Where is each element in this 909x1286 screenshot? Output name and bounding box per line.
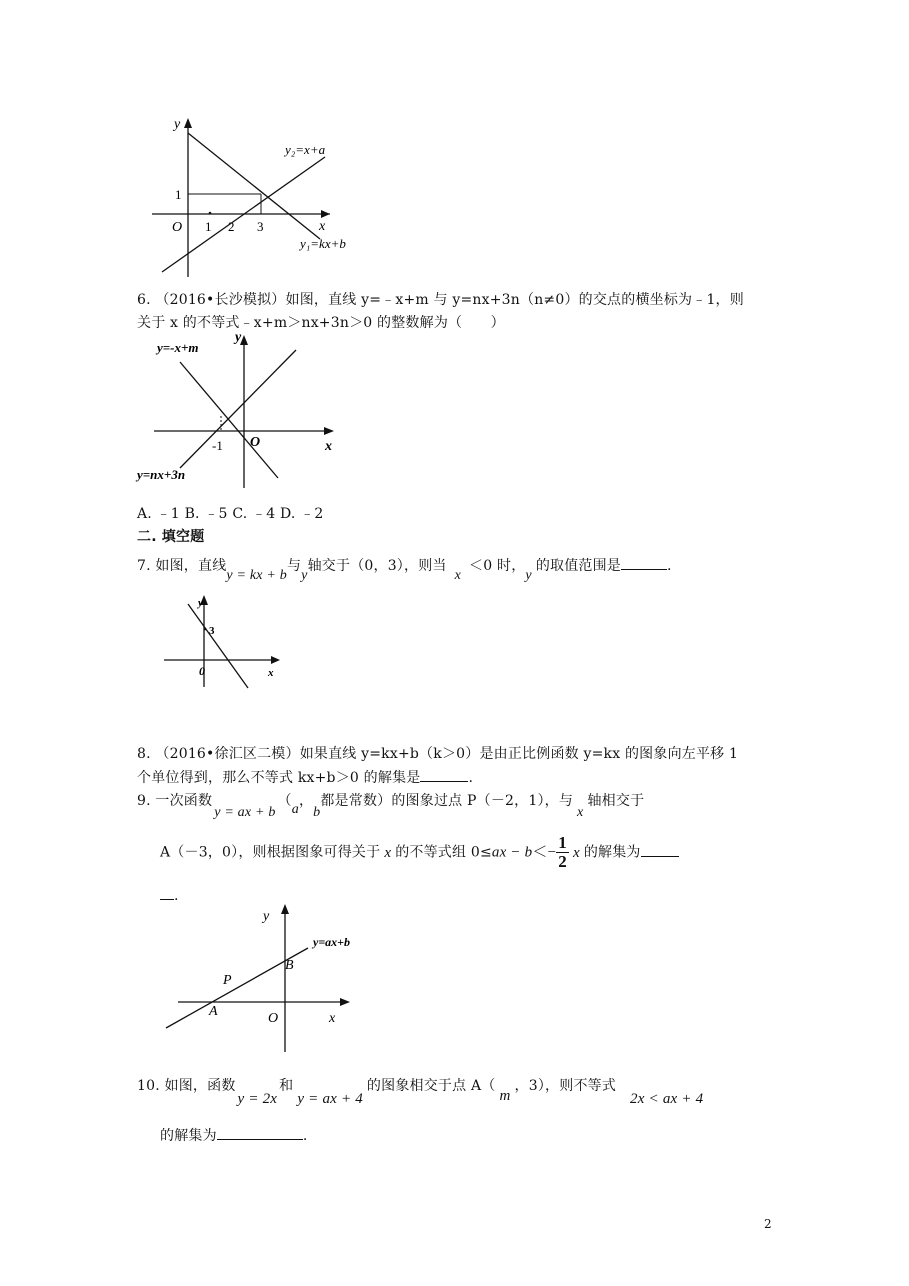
q10-mid: 的图象相交于点 A（ (366, 1078, 496, 1094)
q10-prefix: 10. 如图，函数 (137, 1078, 236, 1094)
y-label: y (263, 909, 270, 924)
q7-line (137, 555, 672, 583)
q7-answer-blank[interactable] (621, 557, 667, 570)
q9-prefix: 9. 一次函数 (137, 793, 213, 809)
q7-x1: x (454, 568, 462, 583)
q7-eq: y = kx + b (226, 568, 287, 583)
q10-and: 和 (279, 1078, 294, 1094)
q6-options: A. ﹣1 B. ﹣5 C. ﹣4 D. ﹣2 (137, 506, 324, 522)
q10-answer-blank[interactable] (217, 1127, 303, 1140)
q9-line2c: 的解集为 (583, 844, 641, 861)
tick-3: 3 (257, 219, 264, 234)
x-label: x (319, 219, 326, 234)
q7-y1: y (301, 568, 308, 583)
q7-prefix: 7. 如图，直线 (137, 558, 227, 574)
q7-suffix: 的取值范围是 (535, 558, 622, 574)
q6-line2: 关于 x 的不等式﹣x+m＞nx+3n＞0 的整数解为（ ） (137, 315, 505, 331)
q9-graph (158, 900, 373, 1058)
origin-label: O (172, 220, 183, 235)
origin-label: 0 (199, 664, 205, 678)
figure-1-graph (150, 112, 350, 282)
line-nx-plus-3n (180, 350, 296, 468)
q8-answer-blank[interactable] (420, 769, 468, 782)
x-label: x (268, 667, 274, 679)
q9-x3: x (572, 844, 580, 861)
q6-line1: 6. （2016•长沙模拟）如图，直线 y=﹣x+m 与 y=nx+3n（n≠0）的交点的横坐标为﹣1，则 (137, 292, 744, 308)
q10-m: m (499, 1088, 511, 1104)
q7-graph (160, 592, 290, 692)
tick-2: 2 (228, 219, 235, 234)
q9-a: a (291, 802, 299, 817)
q9-fraction (556, 834, 569, 871)
q8-line1: 8. （2016•徐汇区二模）如果直线 y=kx+b（k＞0）是由正比例函数 y=kx 的图象向左平移 1 (137, 746, 739, 762)
label-line-b: y=nx+3n (137, 467, 186, 482)
q9-x: x (577, 805, 584, 820)
point-b-label: B (285, 958, 294, 973)
x-label: x (325, 439, 332, 454)
q9-line1 (137, 790, 645, 820)
q10-eq1: y = 2x (237, 1091, 278, 1107)
q10-mid2: ，3），则不等式 (514, 1078, 617, 1094)
q9-end: . (174, 888, 179, 904)
tick-neg1: -1 (212, 438, 223, 453)
line-neg-x-plus-m (180, 362, 278, 478)
q9-lt: ＜− (532, 844, 557, 861)
label-y2: y₂=x+a (285, 142, 326, 157)
q8-line2 (137, 767, 473, 787)
q10-line2 (160, 1125, 307, 1145)
point-p-label: P (223, 973, 232, 988)
point-a-label: A (209, 1004, 218, 1019)
x-label: x (329, 1011, 336, 1026)
y-label: y (235, 330, 242, 345)
q10-eq2: y = ax + 4 (297, 1091, 363, 1107)
page-number: 2 (764, 1217, 772, 1231)
q9-p3: 都是常数）的图象过点 P（－2，1），与 (320, 793, 574, 809)
q7-mid2: 轴交于（0，3），则当 (307, 558, 447, 574)
q9-frac-den: 2 (558, 852, 567, 871)
q9-p2: ， (298, 793, 314, 809)
q7-mid1: 与 (286, 558, 302, 574)
q9-b: b (313, 805, 321, 820)
q7-y2: y (525, 568, 532, 583)
q8-line2-text: 个单位得到，那么不等式 kx+b＞0 的解集是 (137, 770, 421, 786)
label-y1: y₁=kx+b (300, 236, 346, 251)
x-axis-arrow (321, 210, 330, 218)
q9-answer-blank[interactable] (641, 844, 679, 857)
tick-1: 1 (205, 219, 212, 234)
q9-line2a: A（－3，0），则根据图象可得关于 (160, 844, 381, 861)
y-axis-arrow (184, 118, 192, 128)
origin-label: O (250, 435, 261, 450)
line-kx-plus-b (188, 604, 248, 688)
q10-line2-text: 的解集为 (160, 1128, 217, 1144)
q10-line1 (137, 1075, 704, 1107)
q9-p4: 轴相交于 (587, 793, 645, 809)
q7-end: . (667, 558, 672, 574)
origin-label: O (268, 1011, 279, 1026)
y-tick-1: 1 (175, 187, 182, 202)
q9-line2 (160, 834, 679, 871)
line-label: y=ax+b (313, 935, 351, 949)
q10-ineq: 2x < ax + 4 (630, 1091, 704, 1107)
q9-x2: x (384, 844, 392, 861)
y-intercept-label: 3 (209, 625, 215, 637)
y-label: y (198, 597, 203, 609)
q9-ineq: ax − b (491, 844, 533, 861)
label-line-a: y=-x+m (157, 340, 199, 355)
q7-mid3: ＜0 时， (469, 558, 526, 574)
y-label: y (174, 117, 181, 132)
q9-line2b: 的不等式组 0≤ (395, 844, 492, 861)
section-fill-in: 二. 填空题 (137, 529, 205, 545)
q6-graph (132, 328, 342, 498)
q9-p1: （ (277, 793, 292, 809)
q9-eq: y = ax + b (214, 805, 276, 820)
q8-end: . (468, 770, 474, 786)
q9-frac-num: 1 (558, 833, 567, 852)
q10-end: . (302, 1128, 308, 1144)
q9-answer-blank-cont[interactable] (160, 887, 174, 900)
